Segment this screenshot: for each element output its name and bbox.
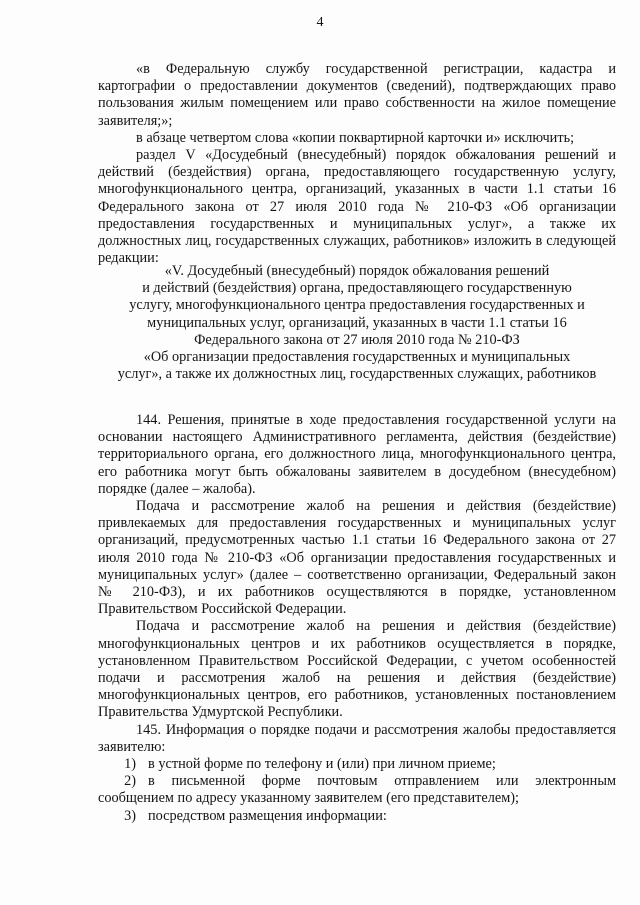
paragraph: Подача и рассмотрение жалоб на решения и действия (бездействие) многофункциональных центров и их работников осуществляется в порядке, установленном Правительством Российской Федерации, с учетом особенностей подачи и рассмотрения жалоб на решения и действия (бездействие) многофункциональных центров, его работников, установленных постановлением Правительства Удмуртской Республики. xyxy=(98,618,616,721)
list-item xyxy=(98,773,616,807)
paragraph: раздел V «Досудебный (внесудебный) порядок обжалования решений и действий (бездействия) органа, предоставляющего государственную услугу, многофункционального центра, организаций, указанных в части 1.1 статьи 16 Федерального закона от 27 июля 2010 года № 210-ФЗ «Об организации предоставления государственных и муниципальных услуг», а также их должностных лиц, государственных служащих, работников» изложить в следующей редакции: xyxy=(98,147,616,267)
paragraph: 144. Решения, принятые в ходе предоставления государственной услуги на основании настоящего Административного регламента, действия (бездействие) территориального органа, его должностного лица, многофункционального центра, его работника могут быть обжалованы заявителем в досудебном (внесудебном) порядке (далее – жалоба). xyxy=(98,412,616,497)
list-text: в устной форме по телефону и (или) при личном приеме; xyxy=(148,756,496,773)
paragraph: «в Федеральную службу государственной регистрации, кадастра и картографии о предоставлении документов (сведений), подтверждающих право пользования жилым помещением или право собственности на жилое помещение заявителя;»; xyxy=(98,61,616,129)
list-text: в письменной форме почтовым отправлением или электронным сообщением по адресу указанному заявителем (его представителем); xyxy=(98,773,616,807)
paragraph: Подача и рассмотрение жалоб на решения и действия (бездействие) привлекаемых для предоставления государственных и муниципальных услуг организаций, предусмотренных частью 1.1 статьи 16 Федерального закона от 27 июля 2010 года № 210-ФЗ «Об организации предоставления государственных и муниципальных услуг» (далее – соответственно организации, Федеральный закон № 210-ФЗ), и их работников осуществляются в порядке, установленном Правительством Российской Федерации. xyxy=(98,498,616,618)
list-text: посредством размещения информации: xyxy=(148,807,387,824)
list-item xyxy=(98,808,616,825)
heading-line: и действий (бездействия) органа, предоставляющего государственную xyxy=(142,280,572,297)
heading-line: услугу, многофункционального центра предоставления государственных и xyxy=(129,297,585,314)
heading-line: «V. Досудебный (внесудебный) порядок обжалования решений xyxy=(164,263,550,279)
list-number: 2) xyxy=(124,773,136,790)
paragraph: в абзаце четвертом слова «копии поквартирной карточки и» исключить; xyxy=(136,129,575,146)
heading-line: услуг», а также их должностных лиц, государственных служащих, работников xyxy=(117,366,597,383)
list-number: 1) xyxy=(124,756,136,773)
section-heading xyxy=(98,263,616,383)
paragraph: 145. Информация о порядке подачи и рассмотрения жалобы предоставляется заявителю: xyxy=(98,721,616,755)
page-number: 4 xyxy=(316,15,324,30)
heading-line: «Об организации предоставления государственных и муниципальных xyxy=(143,349,571,366)
list-item xyxy=(98,756,616,773)
heading-line: Федерального закона от 27 июля 2010 года № 210-ФЗ xyxy=(194,331,520,348)
heading-line: муниципальных услуг, организаций, указанных в части 1.1 статьи 16 xyxy=(147,314,567,331)
list-number: 3) xyxy=(124,807,136,824)
amendment-block xyxy=(98,61,616,267)
regulation-body xyxy=(98,412,616,825)
